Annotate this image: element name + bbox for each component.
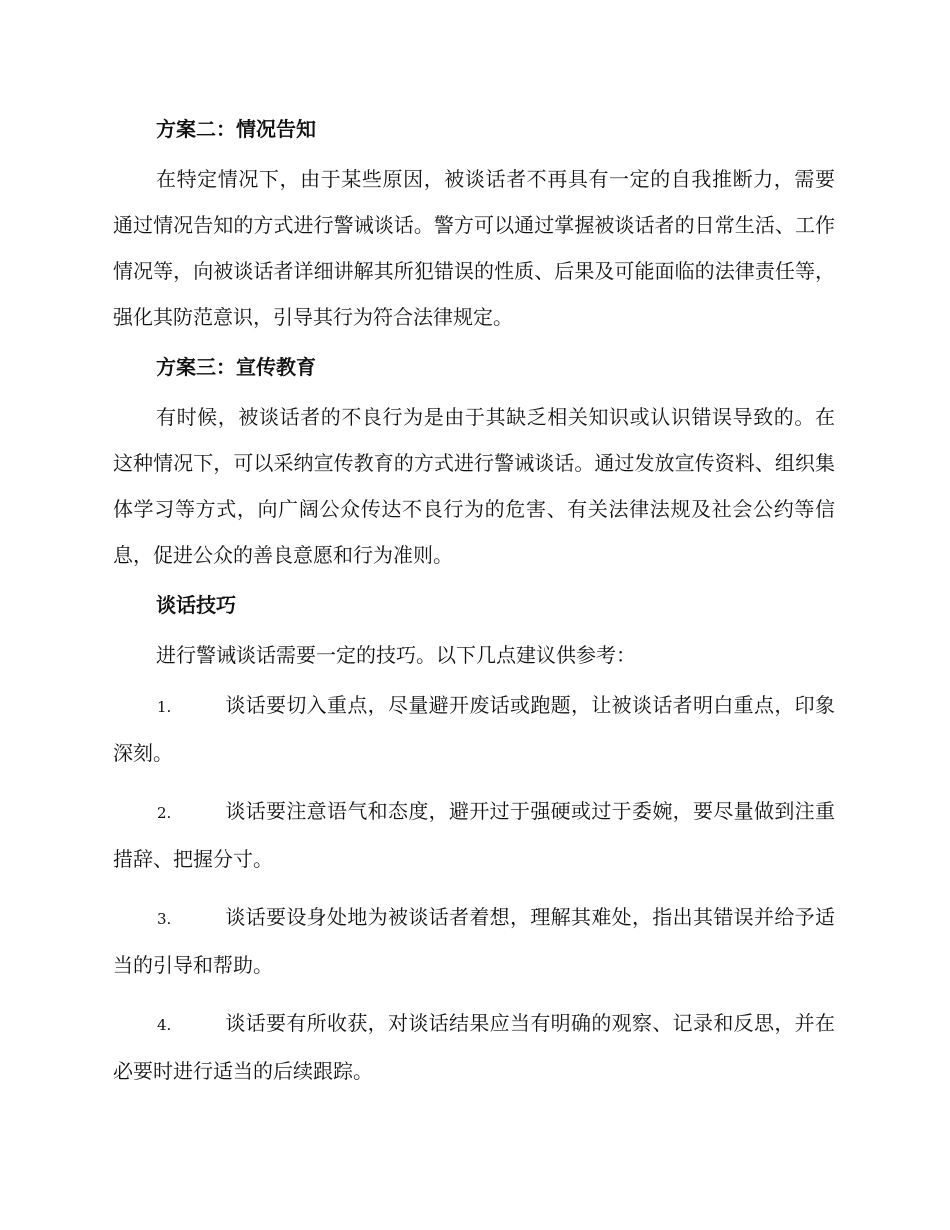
section-paragraph-plan-two: 在特定情况下，由于某些原因，被谈话者不再具有一定的自我推断力，需要通过情况告知的方式进行警诫谈话。警方可以通过掌握被谈话者的日常生活、工作情况等，向被谈话者详细讲解其所犯错误的性质、后果及可能面临的法律责任等，强化其防范意识，引导其行为符合法律规定。 bbox=[113, 167, 835, 329]
list-item-number: 2. bbox=[157, 804, 172, 822]
section-heading-techniques: 谈话技巧 bbox=[156, 593, 236, 617]
list-item bbox=[113, 682, 835, 776]
tips-list bbox=[113, 682, 835, 1094]
list-item-number: 4. bbox=[157, 1016, 172, 1034]
list-item-text: 谈话要有所收获，对谈话结果应当有明确的观察、记录和反思，并在必要时进行适当的后续跟踪。 bbox=[113, 1011, 835, 1083]
list-item bbox=[113, 894, 835, 988]
section-heading-plan-three: 方案三：宣传教育 bbox=[156, 355, 316, 379]
list-item bbox=[113, 788, 835, 882]
section-paragraph-plan-three: 有时候，被谈话者的不良行为是由于其缺乏相关知识或认识错误导致的。在这种情况下，可以采纳宣传教育的方式进行警诫谈话。通过发放宣传资料、组织集体学习等方式，向广阔公众传达不良行为的危害、有关法律法规及社会公约等信息，促进公众的善良意愿和行为准则。 bbox=[113, 405, 835, 567]
list-item-number: 1. bbox=[157, 698, 172, 716]
list-item-number: 3. bbox=[157, 910, 172, 928]
list-item-text: 谈话要设身处地为被谈话者着想，理解其难处，指出其错误并给予适当的引导和帮助。 bbox=[113, 905, 835, 977]
document-page bbox=[113, 106, 835, 1106]
section-heading-plan-two: 方案二：情况告知 bbox=[156, 117, 316, 141]
list-item bbox=[113, 1000, 835, 1094]
list-item-text: 谈话要注意语气和态度，避开过于强硬或过于委婉，要尽量做到注重措辞、把握分寸。 bbox=[113, 799, 835, 871]
list-item-text: 谈话要切入重点，尽量避开废话或跑题，让被谈话者明白重点，印象深刻。 bbox=[113, 693, 835, 765]
section-paragraph-techniques: 进行警诫谈话需要一定的技巧。以下几点建议供参考： bbox=[156, 643, 636, 667]
